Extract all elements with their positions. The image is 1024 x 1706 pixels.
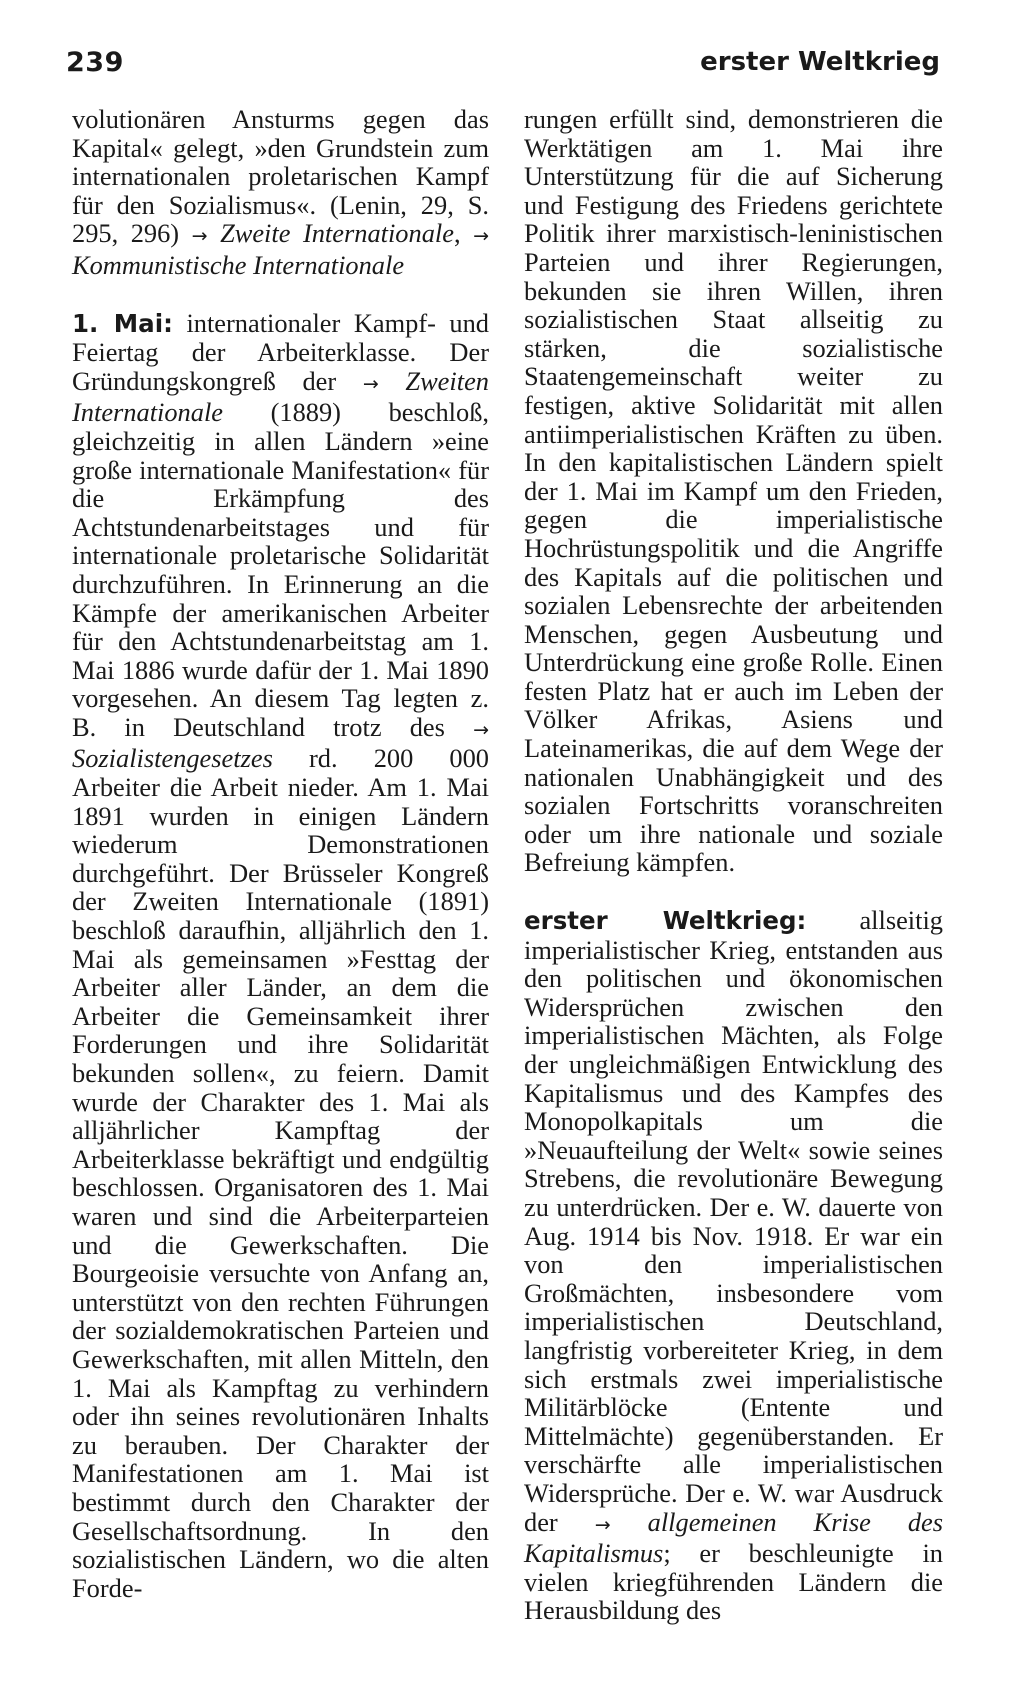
headword-may-day: 1. Mai: xyxy=(72,308,173,338)
xref-zweite-internationale: Zweite Internationale xyxy=(220,218,454,249)
entry-separator xyxy=(72,280,489,309)
cross-reference-arrow-icon: → xyxy=(473,718,489,741)
entry-separator xyxy=(524,877,943,906)
headword-erster-weltkrieg: erster Weltkrieg: xyxy=(524,906,807,936)
cross-reference-arrow-icon: → xyxy=(362,372,379,395)
running-head: erster Weltkrieg xyxy=(700,47,940,77)
intro-text: volutionären Ansturms gegen das Kapital« gelegt, »den Grundstein zum internationalen proletarischen Kampf für den Sozialismus«. (Lenin, 29, S. 295, 296) xyxy=(72,104,489,249)
entry-text: allseitig imperialistischer Krieg, entstanden aus den politischen und ökonomischen Widersprüchen zwischen den imperialistischen Mächten, als Folge der ungleichmäßigen Entwicklung des Kapitalismus und des Kampfes des Monopolkapitals um die »Neuaufteilung der Welt« sowie seines Strebens, die revolutionäre Bewegung zu unterdrücken. Der e. W. dauerte von Aug. 1914 bis Nov. 1918. Er war ein von den imperialistischen Großmächten, insbesondere vom imperialistischen Deutschland, langfristig vorbereiteter Krieg, in dem sich erstmals zwei imperialistische Militärblöcke (Entente und Mittelmächte) gegenüberstanden. Er verschärfte alle imperialistischen Widersprüche. Der e. W. war Ausdruck der xyxy=(524,905,944,1537)
xref-kommunistische-internationale: Kommunistische Internationale xyxy=(72,249,405,280)
page-number: 239 xyxy=(66,47,124,78)
entry-may-day xyxy=(72,309,489,1603)
xref-zweiten-internationale: Zweiten Internationale xyxy=(72,365,489,428)
xref-sozialistengesetzes: Sozialistengesetzes xyxy=(72,743,273,774)
intro-paragraph xyxy=(72,105,489,280)
cross-reference-arrow-icon: → xyxy=(473,225,489,248)
may-day-continuation: rungen erfüllt sind, demonstrieren die Werktätigen am 1. Mai ihre Unterstützung für die auf Sicherung und Festigung des Friedens gerichtete Politik ihrer marxistisch-leninistischen Parteien und ihrer Regierungen, bekunden sie ihren Willen, ihren sozialistischen Staat allseitig zu stärken, die sozialistische Staatengemeinschaft weiter zu festigen, aktive Solidarität mit allen antiimperialistischen Kräften zu üben. In den kapitalistischen Ländern spielt der 1. Mai im Kampf um den Frieden, gegen die imperialistische Hochrüstungspolitik und die Angriffe des Kapitals auf die politischen und sozialen Lebensrechte der arbeitenden Menschen, gegen Ausbeutung und Unterdrückung eine große Rolle. Einen festen Platz hat er auch im Leben der Völker Afrikas, Asiens und Lateinamerikas, die auf dem Wege der nationalen Unabhängigkeit und des sozialen Fortschritts voranschreiten oder um ihre nationale und soziale Befreiung kämpfen. xyxy=(524,104,943,878)
entry-text: internationaler Kampf- und Feiertag der Arbeiterklasse. Der Gründungskongreß der xyxy=(72,307,489,396)
xref-separator: , xyxy=(453,218,474,249)
xref-allgemeine-krise: allgemeinen Krise des Kapitalismus xyxy=(524,1506,943,1569)
cross-reference-arrow-icon: → xyxy=(191,225,208,248)
cross-reference-arrow-icon: → xyxy=(594,1513,611,1536)
entry-text: rd. 200 000 Arbeiter die Arbeit nieder. Am 1. Mai 1891 wurden in einigen Ländern wiederum Demonstrationen durchgeführt. Der Brüsseler Kongreß der Zweiten Internationale (1891) beschloß daraufhin, alljährlich den 1. Mai als gemeinsamen »Festtag der Arbeiter aller Länder, an dem die Arbeiter die Gemeinsamkeit ihrer Forderungen und ihre Solidarität bekunden sollen«, zu feiern. Damit wurde der Charakter des 1. Mai als alljährlicher Kampftag der Arbeiterklasse bekräftigt und endgültig beschlossen. Organisatoren des 1. Mai waren und sind die Arbeiterparteien und die Gewerkschaften. Die Bourgeoisie versuchte von Anfang an, unterstützt von den rechten Führungen der sozialdemokratischen Parteien und Gewerkschaften, mit allen Mitteln, den 1. Mai als Kampftag zu verhindern oder ihn seines revolutionären Inhalts zu berauben. Der Charakter der Manifestationen am 1. Mai ist bestimmt durch den Charakter der Gesellschaftsordnung. In den sozialistischen Ländern, wo die alten Forde- xyxy=(72,743,489,1603)
entry-text: ; er beschleunigte in vielen kriegführenden Ländern die Herausbildung des xyxy=(524,1538,943,1626)
right-column xyxy=(524,105,943,1625)
left-column xyxy=(72,105,489,1602)
entry-text: (1889) beschloß, gleichzeitig in allen Ländern »eine große internationale Manifestation« für die Erkämpfung des Achtstundenarbeitstages und für internationale proletarische Solidarität durchzuführen. In Erinnerung an die Kämpfe der amerikanischen Arbeiter für den Achtstundenarbeitstag am 1. Mai 1886 wurde dafür der 1. Mai 1890 vorgesehen. An diesem Tag legten z. B. in Deutschland trotz des xyxy=(72,397,489,742)
entry-ww1 xyxy=(524,906,943,1625)
